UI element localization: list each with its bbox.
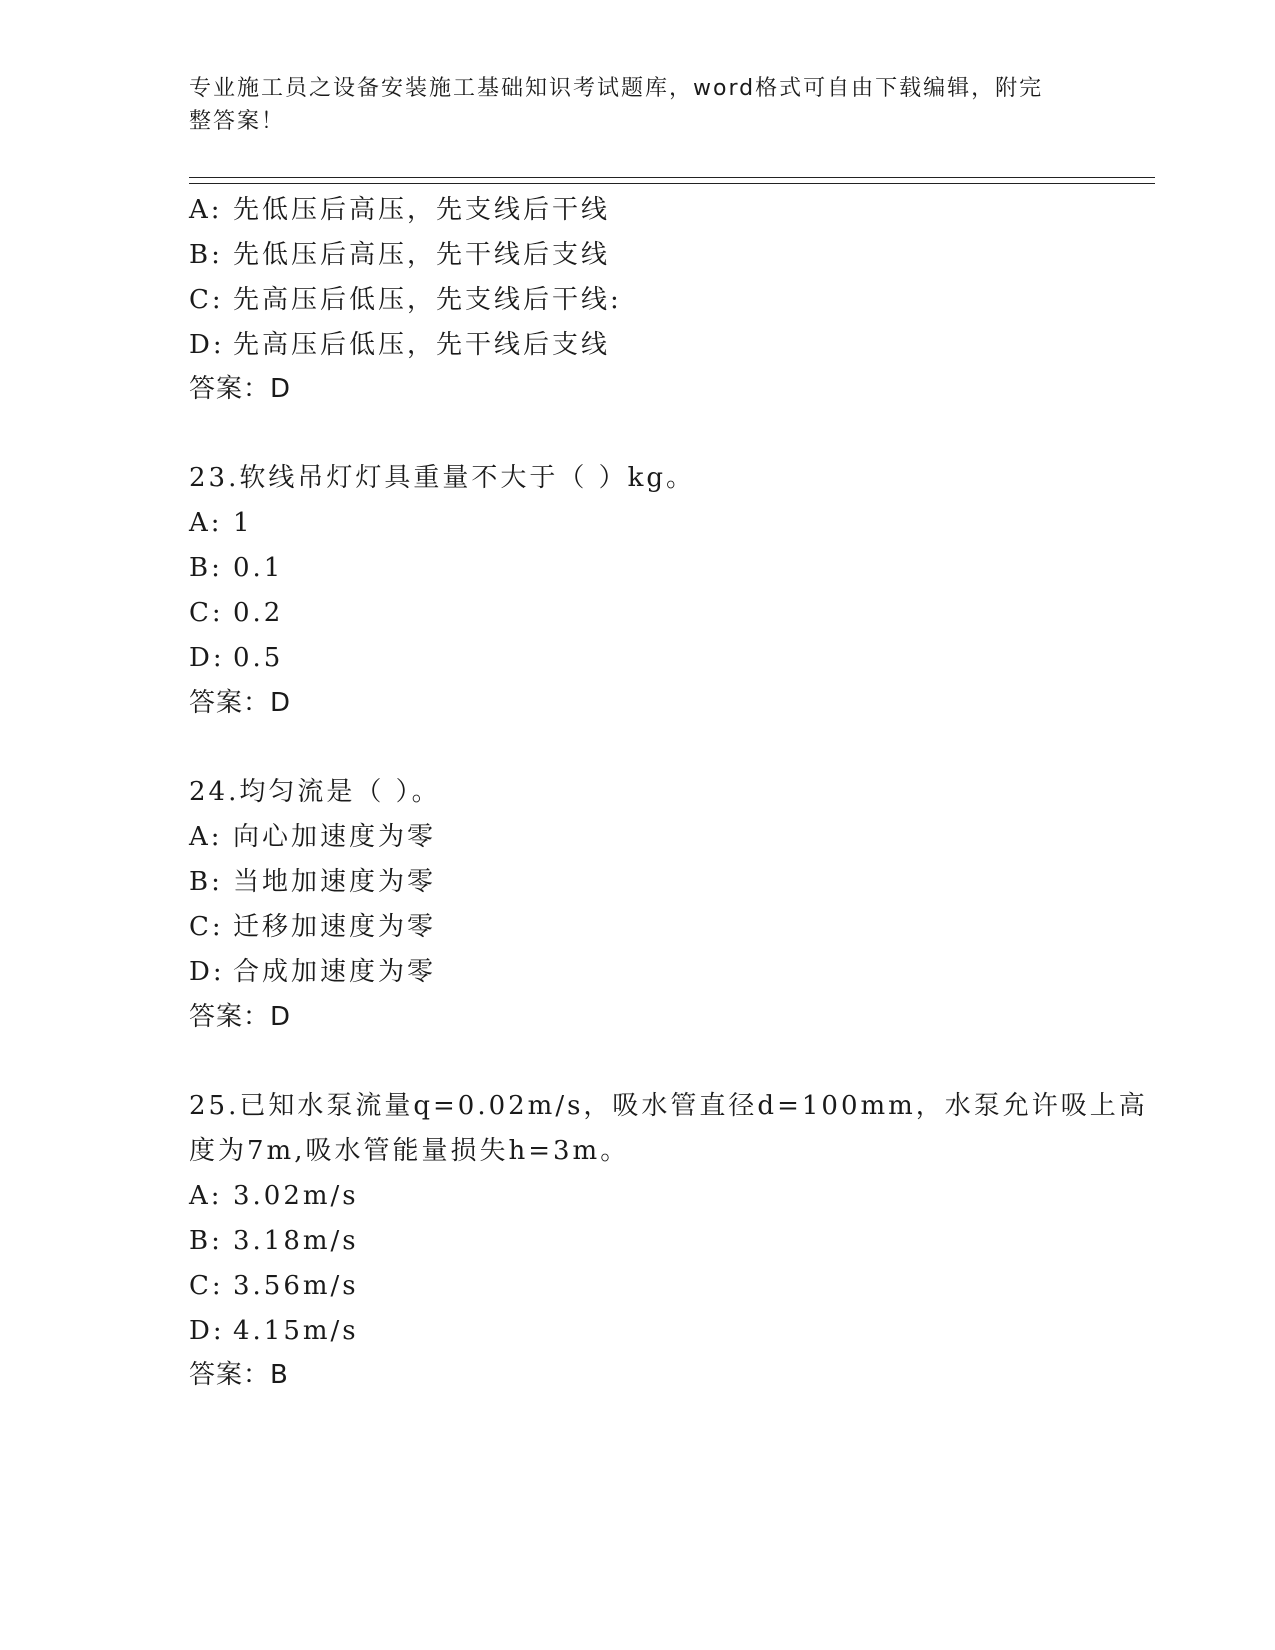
option-letter: B: [189,867,223,897]
option-text: 0.2 [233,598,284,628]
q23-answer: 答案：D [189,688,292,718]
option-letter: C: [189,1271,224,1301]
q23-option-d [189,642,283,674]
option-text: 3.56m/s [233,1271,359,1301]
option-letter: D: [189,957,225,987]
q25-option-a [189,1180,359,1212]
option-text: 先高压后低压，先干线后支线 [233,330,611,360]
q22-option-d [189,329,610,361]
option-text: 先低压后高压，先支线后干线 [233,195,611,225]
q25-option-d [189,1315,359,1347]
q23-option-a [189,507,253,539]
option-text: 当地加速度为零 [233,867,437,897]
q24-option-b [189,866,436,898]
option-letter: A: [189,508,223,538]
option-text: 0.5 [233,643,284,673]
option-letter: D: [189,330,225,360]
option-text: 3.18m/s [233,1226,359,1256]
option-text: 3.02m/s [233,1181,359,1211]
q22-option-a [189,194,610,226]
option-text: 1 [233,508,253,538]
q25-option-b [189,1225,359,1257]
option-letter: D: [189,643,225,673]
option-letter: C: [189,912,224,942]
option-text: 4.15m/s [233,1316,359,1346]
q24-answer: 答案：D [189,1002,292,1032]
option-letter: C: [189,285,224,315]
q24-option-a [189,821,436,853]
option-letter: D: [189,1316,225,1346]
q23-question: 23.软线吊灯灯具重量不大于（ ）kg。 [189,463,696,493]
q25-question-line-2: 度为7m,吸水管能量损失h=3m。 [189,1136,630,1166]
option-letter: B: [189,1226,223,1256]
option-text: 迁移加速度为零 [233,912,437,942]
option-text: 先高压后低压，先支线后干线: [233,285,622,315]
option-letter: A: [189,195,223,225]
option-letter: C: [189,598,224,628]
q24-option-c [189,911,436,943]
header-line-1: 专业施工员之设备安装施工基础知识考试题库，word格式可自由下载编辑，附完 [189,76,1044,101]
option-letter: B: [189,553,223,583]
q23-option-b [189,552,283,584]
header-divider-bottom [189,183,1155,184]
option-text: 向心加速度为零 [233,822,437,852]
q25-answer: 答案：B [189,1360,289,1390]
q24-question: 24.均匀流是（ ）。 [189,777,441,807]
q22-option-c [189,284,622,316]
q23-option-c [189,597,283,629]
option-letter: B: [189,240,223,270]
header-line-2: 整答案！ [189,109,286,134]
option-text: 0.1 [233,553,284,583]
q22-answer: 答案：D [189,374,292,404]
q25-question-line-1: 25.已知水泵流量q=0.02m/s，吸水管直径d=100mm，水泵允许吸上高 [189,1091,1148,1121]
document-header [189,72,1069,138]
q22-option-b [189,239,610,271]
q25-option-c [189,1270,359,1302]
option-text: 先低压后高压，先干线后支线 [233,240,611,270]
q24-option-d [189,956,436,988]
option-letter: A: [189,1181,223,1211]
option-letter: A: [189,822,223,852]
option-text: 合成加速度为零 [233,957,437,987]
header-divider-top [189,177,1155,178]
